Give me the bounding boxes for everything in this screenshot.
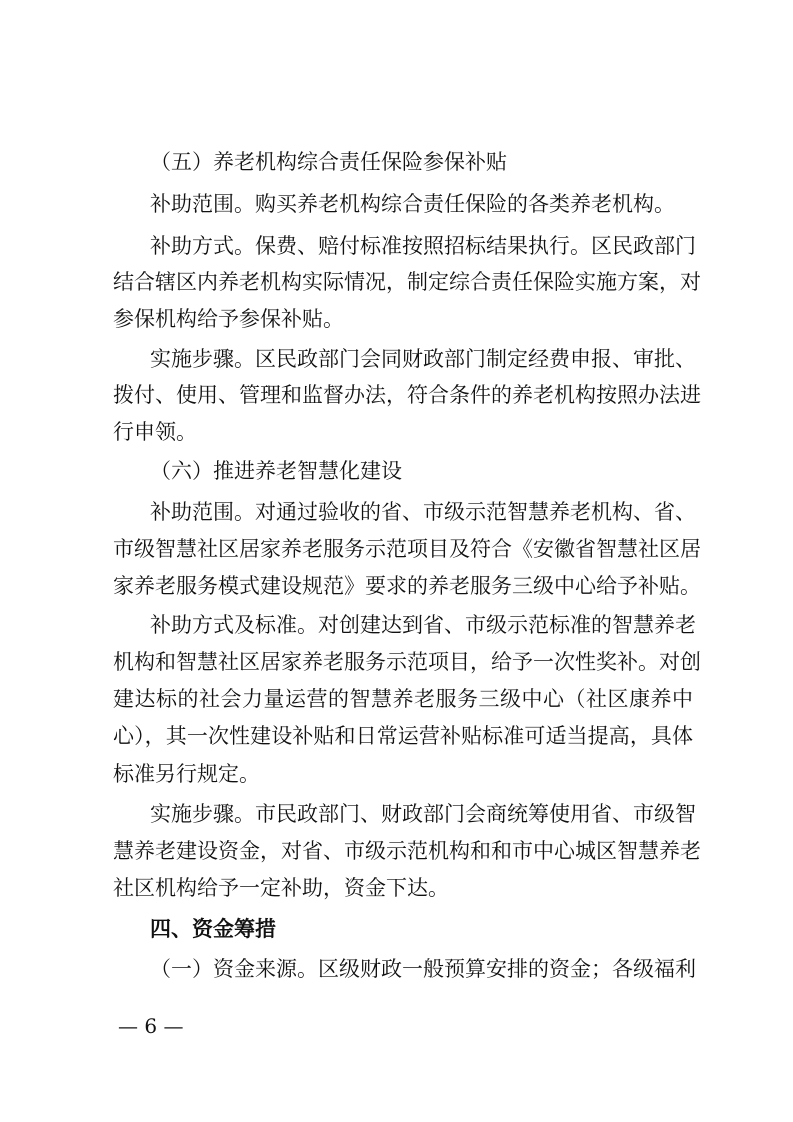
section-heading-5: （五）养老机构综合责任保险参保补贴 [150,150,507,174]
paragraph-line: 实施步骤。市民政部门、财政部门会商统筹使用省、市级智 [150,802,696,826]
paragraph-line: 社区机构给予一定补助，资金下达。 [113,876,449,900]
paragraph-line: 心），其一次性建设补贴和日常运营补贴标准可适当提高，具体 [113,724,693,748]
paragraph-line: 市级智慧社区居家养老服务示范项目及符合《安徽省智慧社区居 [113,537,701,561]
paragraph-line: 参保机构给予参保补贴。 [113,307,344,331]
paragraph-line: 行申领。 [113,420,197,444]
paragraph-line: 实施步骤。区民政部门会同财政部门制定经费申报、审批、 [150,347,696,371]
paragraph-line: 家养老服务模式建设规范》要求的养老服务三级中心给予补贴。 [113,574,701,598]
paragraph-line: 补助方式。保费、赔付标准按照招标结果执行。区民政部门 [150,234,696,258]
paragraph-line: 补助方式及标准。对创建达到省、市级示范标准的智慧养老 [150,613,696,637]
paragraph-line: 建达标的社会力量运营的智慧养老服务三级中心（社区康养中 [113,687,693,711]
paragraph-line: 慧养老建设资金，对省、市级示范机构和和市中心城区智慧养老 [113,839,701,863]
paragraph-line: 补助范围。购买养老机构综合责任保险的各类养老机构。 [150,192,675,216]
paragraph-line: （一）资金来源。区级财政一般预算安排的资金；各级福利 [150,957,696,981]
paragraph-line: 补助范围。对通过验收的省、市级示范智慧养老机构、省、 [150,500,696,524]
paragraph-line: 机构和智慧社区居家养老服务示范项目，给予一次性奖补。对创 [113,650,701,674]
section-heading-6: （六）推进养老智慧化建设 [150,459,402,483]
paragraph-line: 结合辖区内养老机构实际情况，制定综合责任保险实施方案，对 [113,270,701,294]
page-number: — 6 — [118,1014,184,1038]
chapter-heading-4: 四、资金筹措 [150,916,276,941]
paragraph-line: 标准另行规定。 [113,762,260,786]
paragraph-line: 拨付、使用、管理和监督办法，符合条件的养老机构按照办法进 [113,383,701,407]
